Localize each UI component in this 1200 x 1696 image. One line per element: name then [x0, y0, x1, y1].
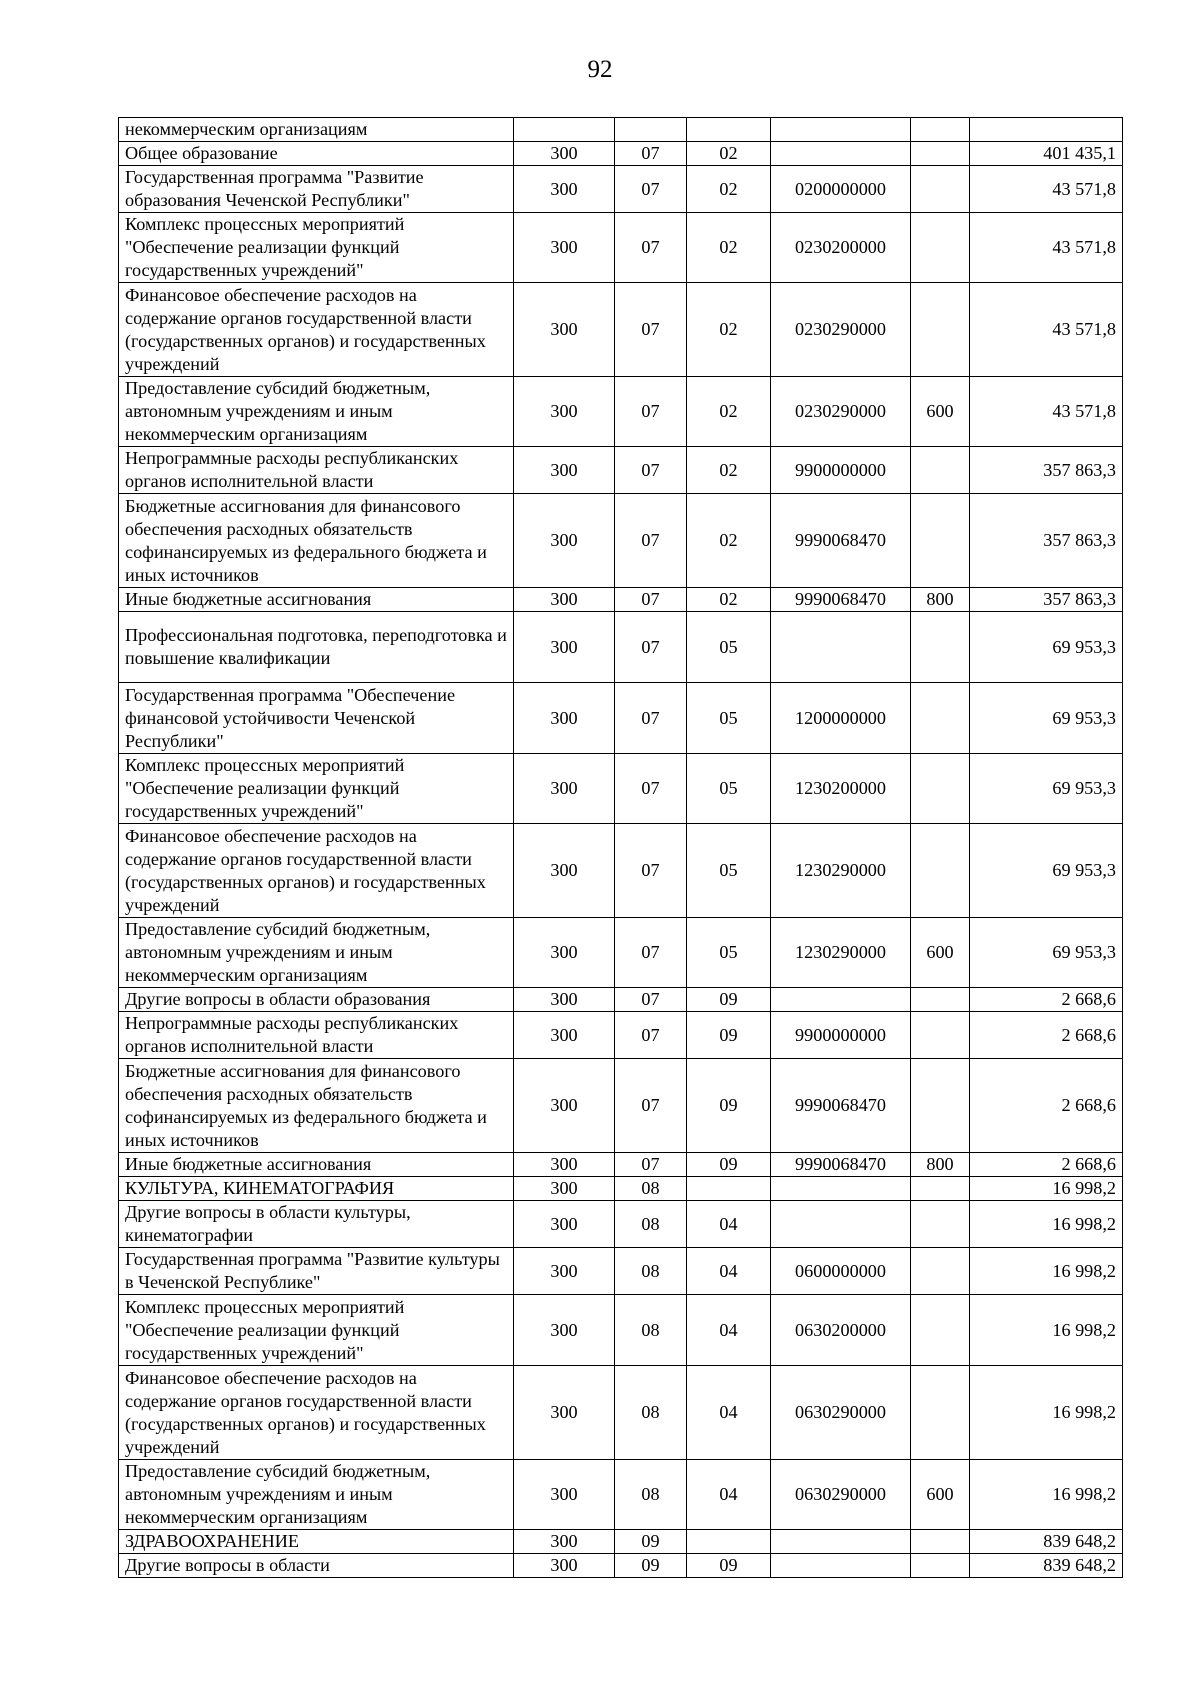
cell-rz: 07 [615, 683, 687, 754]
cell-rz: 07 [615, 612, 687, 683]
cell-rz: 07 [615, 494, 687, 588]
table-row [119, 494, 1123, 588]
cell-ved: 300 [514, 1554, 615, 1578]
cell-pr [687, 118, 771, 142]
table-row [119, 612, 1123, 683]
table-row [119, 1153, 1123, 1177]
cell-pr: 04 [687, 1366, 771, 1460]
cell-pr: 02 [687, 377, 771, 447]
cell-pr: 04 [687, 1201, 771, 1248]
table-row [119, 213, 1123, 283]
cell-sum: 69 953,3 [970, 918, 1123, 988]
cell-vr [911, 824, 970, 918]
cell-pr: 05 [687, 824, 771, 918]
table-row [119, 1460, 1123, 1530]
cell-ved: 300 [514, 1201, 615, 1248]
cell-sum: 2 668,6 [970, 1059, 1123, 1153]
cell-pr: 09 [687, 1554, 771, 1578]
cell-csr: 0230290000 [771, 377, 911, 447]
table-row [119, 166, 1123, 213]
cell-sum: 43 571,8 [970, 166, 1123, 213]
cell-ved: 300 [514, 754, 615, 824]
cell-rz: 07 [615, 213, 687, 283]
cell-rz: 07 [615, 918, 687, 988]
cell-sum: 69 953,3 [970, 612, 1123, 683]
cell-csr [771, 142, 911, 166]
cell-csr: 1230290000 [771, 918, 911, 988]
table-row [119, 754, 1123, 824]
cell-csr: 0630290000 [771, 1366, 911, 1460]
cell-ved: 300 [514, 1295, 615, 1366]
table-row [119, 283, 1123, 377]
cell-pr: 04 [687, 1460, 771, 1530]
cell-vr: 800 [911, 588, 970, 612]
table-row [119, 447, 1123, 494]
cell-vr [911, 612, 970, 683]
cell-pr: 02 [687, 166, 771, 213]
cell-name: Государственная программа "Развитие культуры в Чеченской Республике" [119, 1248, 514, 1295]
cell-rz: 08 [615, 1248, 687, 1295]
page-number: 92 [587, 56, 613, 83]
cell-vr [911, 1248, 970, 1295]
cell-name: Комплекс процессных мероприятий "Обеспечение реализации функций государственных учреждений" [119, 754, 514, 824]
cell-ved: 300 [514, 1460, 615, 1530]
cell-name: Профессиональная подготовка, переподготовка и повышение квалификации [119, 612, 514, 683]
cell-sum: 43 571,8 [970, 283, 1123, 377]
cell-sum: 16 998,2 [970, 1201, 1123, 1248]
cell-name: Комплекс процессных мероприятий "Обеспечение реализации функций государственных учреждений" [119, 213, 514, 283]
cell-pr: 05 [687, 683, 771, 754]
budget-table-body [119, 118, 1123, 1578]
cell-rz: 07 [615, 588, 687, 612]
cell-pr: 02 [687, 588, 771, 612]
cell-csr: 0600000000 [771, 1248, 911, 1295]
cell-sum: 16 998,2 [970, 1460, 1123, 1530]
cell-name: Бюджетные ассигнования для финансового обеспечения расходных обязательств софинансируемых из федерального бюджета и иных источников [119, 1059, 514, 1153]
cell-sum: 69 953,3 [970, 683, 1123, 754]
table-row [119, 1295, 1123, 1366]
cell-rz: 07 [615, 377, 687, 447]
cell-sum: 43 571,8 [970, 213, 1123, 283]
cell-rz [615, 118, 687, 142]
cell-csr: 9990068470 [771, 494, 911, 588]
cell-csr: 9900000000 [771, 447, 911, 494]
cell-vr [911, 1366, 970, 1460]
cell-name: Финансовое обеспечение расходов на содержание органов государственной власти (государственных органов) и государственных учреждений [119, 283, 514, 377]
cell-sum: 357 863,3 [970, 447, 1123, 494]
cell-name: Финансовое обеспечение расходов на содержание органов государственной власти (государственных органов) и государственных учреждений [119, 1366, 514, 1460]
cell-ved: 300 [514, 588, 615, 612]
cell-ved: 300 [514, 1012, 615, 1059]
cell-ved: 300 [514, 683, 615, 754]
cell-csr [771, 988, 911, 1012]
cell-csr: 9900000000 [771, 1012, 911, 1059]
cell-vr [911, 1295, 970, 1366]
cell-pr: 02 [687, 142, 771, 166]
table-row [119, 824, 1123, 918]
cell-csr: 1200000000 [771, 683, 911, 754]
cell-name: Бюджетные ассигнования для финансового обеспечения расходных обязательств софинансируемых из федерального бюджета и иных источников [119, 494, 514, 588]
cell-pr: 02 [687, 283, 771, 377]
cell-name: КУЛЬТУРА, КИНЕМАТОГРАФИЯ [119, 1177, 514, 1201]
cell-sum: 2 668,6 [970, 1012, 1123, 1059]
table-row [119, 1059, 1123, 1153]
cell-pr: 05 [687, 754, 771, 824]
cell-vr [911, 1530, 970, 1554]
cell-csr [771, 118, 911, 142]
cell-rz: 07 [615, 1012, 687, 1059]
cell-rz: 08 [615, 1177, 687, 1201]
table-row [119, 988, 1123, 1012]
cell-vr [911, 1012, 970, 1059]
cell-pr: 02 [687, 213, 771, 283]
cell-name: Финансовое обеспечение расходов на содержание органов государственной власти (государственных органов) и государственных учреждений [119, 824, 514, 918]
cell-rz: 09 [615, 1530, 687, 1554]
cell-vr [911, 118, 970, 142]
cell-rz: 08 [615, 1460, 687, 1530]
cell-pr: 09 [687, 1153, 771, 1177]
cell-csr: 1230290000 [771, 824, 911, 918]
cell-ved: 300 [514, 1059, 615, 1153]
cell-name: Комплекс процессных мероприятий "Обеспечение реализации функций государственных учреждений" [119, 1295, 514, 1366]
cell-ved: 300 [514, 377, 615, 447]
cell-sum: 16 998,2 [970, 1177, 1123, 1201]
cell-ved: 300 [514, 988, 615, 1012]
cell-pr: 09 [687, 988, 771, 1012]
cell-csr [771, 1554, 911, 1578]
cell-vr [911, 1177, 970, 1201]
cell-pr: 09 [687, 1059, 771, 1153]
cell-pr: 09 [687, 1012, 771, 1059]
cell-csr: 0230200000 [771, 213, 911, 283]
table-row [119, 118, 1123, 142]
cell-sum: 16 998,2 [970, 1366, 1123, 1460]
cell-ved: 300 [514, 1248, 615, 1295]
table-row [119, 588, 1123, 612]
cell-name: Предоставление субсидий бюджетным, автономным учреждениям и иным некоммерческим организациям [119, 377, 514, 447]
cell-name: Государственная программа "Обеспечение финансовой устойчивости Чеченской Республики" [119, 683, 514, 754]
cell-sum: 357 863,3 [970, 494, 1123, 588]
table-row [119, 1366, 1123, 1460]
cell-rz: 07 [615, 824, 687, 918]
cell-ved: 300 [514, 1530, 615, 1554]
cell-sum: 2 668,6 [970, 988, 1123, 1012]
cell-vr: 600 [911, 918, 970, 988]
cell-vr [911, 142, 970, 166]
cell-ved: 300 [514, 612, 615, 683]
cell-csr: 0200000000 [771, 166, 911, 213]
cell-name: Иные бюджетные ассигнования [119, 588, 514, 612]
cell-csr [771, 1177, 911, 1201]
cell-sum: 16 998,2 [970, 1248, 1123, 1295]
cell-vr [911, 213, 970, 283]
table-row [119, 1554, 1123, 1578]
table-row [119, 1177, 1123, 1201]
cell-rz: 07 [615, 988, 687, 1012]
cell-ved: 300 [514, 1153, 615, 1177]
cell-rz: 07 [615, 447, 687, 494]
cell-vr [911, 1201, 970, 1248]
cell-csr [771, 1530, 911, 1554]
cell-csr: 9990068470 [771, 588, 911, 612]
cell-csr [771, 612, 911, 683]
cell-csr: 0230290000 [771, 283, 911, 377]
cell-vr [911, 1059, 970, 1153]
cell-csr: 0630200000 [771, 1295, 911, 1366]
cell-name: некоммерческим организациям [119, 118, 514, 142]
cell-name: Другие вопросы в области образования [119, 988, 514, 1012]
cell-sum: 2 668,6 [970, 1153, 1123, 1177]
cell-name: Другие вопросы в области [119, 1554, 514, 1578]
cell-vr: 600 [911, 377, 970, 447]
cell-vr: 800 [911, 1153, 970, 1177]
cell-sum: 69 953,3 [970, 824, 1123, 918]
table-row [119, 1012, 1123, 1059]
cell-rz: 08 [615, 1201, 687, 1248]
cell-rz: 07 [615, 166, 687, 213]
cell-name: Другие вопросы в области культуры, кинематографии [119, 1201, 514, 1248]
cell-rz: 07 [615, 283, 687, 377]
table-row [119, 683, 1123, 754]
cell-pr: 05 [687, 918, 771, 988]
cell-sum: 69 953,3 [970, 754, 1123, 824]
cell-ved: 300 [514, 447, 615, 494]
cell-sum: 357 863,3 [970, 588, 1123, 612]
table-row [119, 1530, 1123, 1554]
cell-ved: 300 [514, 166, 615, 213]
cell-pr: 05 [687, 612, 771, 683]
cell-pr: 02 [687, 494, 771, 588]
cell-csr [771, 1201, 911, 1248]
cell-ved: 300 [514, 494, 615, 588]
cell-sum: 43 571,8 [970, 377, 1123, 447]
cell-csr: 9990068470 [771, 1153, 911, 1177]
cell-ved [514, 118, 615, 142]
cell-sum: 16 998,2 [970, 1295, 1123, 1366]
cell-name: Общее образование [119, 142, 514, 166]
cell-ved: 300 [514, 824, 615, 918]
cell-ved: 300 [514, 918, 615, 988]
cell-csr: 1230200000 [771, 754, 911, 824]
cell-ved: 300 [514, 283, 615, 377]
cell-rz: 07 [615, 1059, 687, 1153]
cell-name: Предоставление субсидий бюджетным, автономным учреждениям и иным некоммерческим организациям [119, 918, 514, 988]
cell-ved: 300 [514, 142, 615, 166]
cell-vr [911, 166, 970, 213]
table-row [119, 1201, 1123, 1248]
cell-sum: 839 648,2 [970, 1530, 1123, 1554]
cell-pr [687, 1530, 771, 1554]
cell-pr: 04 [687, 1248, 771, 1295]
cell-rz: 07 [615, 142, 687, 166]
cell-pr: 02 [687, 447, 771, 494]
cell-csr: 0630290000 [771, 1460, 911, 1530]
cell-name: Предоставление субсидий бюджетным, автономным учреждениям и иным некоммерческим организациям [119, 1460, 514, 1530]
cell-vr [911, 1554, 970, 1578]
cell-name: Непрограммные расходы республиканских органов исполнительной власти [119, 447, 514, 494]
cell-rz: 08 [615, 1366, 687, 1460]
table-row [119, 918, 1123, 988]
cell-vr [911, 683, 970, 754]
cell-vr [911, 494, 970, 588]
cell-name: Непрограммные расходы республиканских органов исполнительной власти [119, 1012, 514, 1059]
cell-sum: 401 435,1 [970, 142, 1123, 166]
table-row [119, 377, 1123, 447]
cell-rz: 07 [615, 754, 687, 824]
cell-name: Иные бюджетные ассигнования [119, 1153, 514, 1177]
cell-name: Государственная программа "Развитие образования Чеченской Республики" [119, 166, 514, 213]
cell-vr: 600 [911, 1460, 970, 1530]
cell-csr: 9990068470 [771, 1059, 911, 1153]
budget-table [118, 117, 1123, 1578]
cell-rz: 09 [615, 1554, 687, 1578]
cell-vr [911, 447, 970, 494]
cell-pr [687, 1177, 771, 1201]
cell-vr [911, 283, 970, 377]
cell-sum: 839 648,2 [970, 1554, 1123, 1578]
cell-rz: 08 [615, 1295, 687, 1366]
cell-name: ЗДРАВООХРАНЕНИЕ [119, 1530, 514, 1554]
cell-vr [911, 988, 970, 1012]
cell-rz: 07 [615, 1153, 687, 1177]
cell-ved: 300 [514, 1177, 615, 1201]
table-row [119, 142, 1123, 166]
cell-sum [970, 118, 1123, 142]
cell-ved: 300 [514, 213, 615, 283]
cell-ved: 300 [514, 1366, 615, 1460]
table-row [119, 1248, 1123, 1295]
cell-vr [911, 754, 970, 824]
cell-pr: 04 [687, 1295, 771, 1366]
